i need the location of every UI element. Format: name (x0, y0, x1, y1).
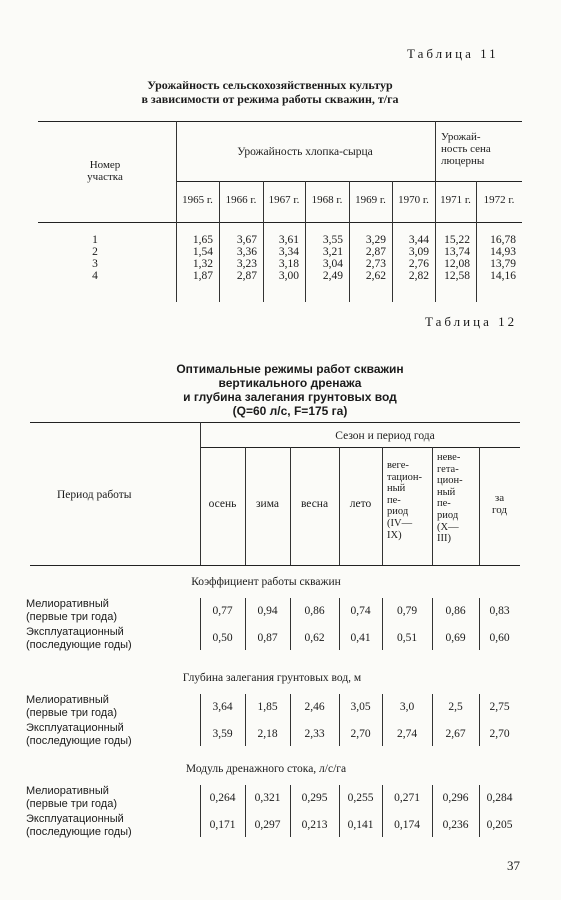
table12-cell: 0,205 (486, 819, 513, 831)
table12-cell: 2,67 (445, 728, 466, 740)
header-line: участка (87, 171, 123, 183)
table12-cell: 0,50 (212, 632, 233, 644)
table11-year-header: 1966 г. (225, 194, 257, 206)
table11-cell: 1,54 (192, 246, 213, 258)
table12-cell: 0,69 (445, 632, 466, 644)
table12-caption-line3: и глубина залегания грунтовых вод (183, 390, 397, 404)
table11-cell: 14,16 (490, 270, 516, 282)
table12-cell: 0,62 (304, 632, 325, 644)
header-line: (IV— (387, 517, 413, 529)
table12-cell: 0,284 (486, 792, 513, 804)
table11-year-header: 1965 г. (182, 194, 213, 206)
table12-cell: 1,85 (257, 701, 278, 713)
row-label-line: Эксплуатационный (26, 722, 124, 734)
table12-row-label (26, 785, 117, 810)
header-line: ный (437, 486, 456, 498)
table11-caption-line1: Урожайность сельскохозяйственных культур (147, 78, 393, 92)
table12-cell: 0,141 (347, 819, 374, 831)
table12-cell: 0,255 (347, 792, 374, 804)
table12-cell: 2,5 (448, 701, 463, 713)
table12-cell: 3,05 (350, 701, 371, 713)
table12-section-title: Глубина залегания грунтовых вод, м (182, 672, 362, 684)
table11-cell: 2,49 (322, 270, 343, 282)
table11-year-header: 1971 г. (440, 194, 471, 206)
table12-season-header: осень (208, 498, 237, 510)
table11-cell: 14,93 (490, 246, 516, 258)
header-line: риод (387, 506, 409, 518)
row-label-line: Эксплуатационный (26, 813, 124, 825)
table12-group-season: Сезон и период года (335, 430, 435, 442)
header-line: цион- (437, 475, 463, 487)
table11-cell: 13,79 (490, 258, 516, 270)
row-label-line: (последующие годы) (26, 638, 132, 651)
table11-year-header: 1967 г. (268, 194, 300, 206)
header-line: веге- (387, 460, 409, 471)
header-line: гета- (437, 463, 459, 475)
table12-cell: 0,51 (396, 632, 418, 644)
table12-cell: 0,295 (301, 792, 328, 804)
table12-cell: 0,60 (489, 632, 510, 644)
table12-year-header (479, 492, 520, 516)
table11-group-hay (441, 131, 491, 167)
table11-row-number: 4 (92, 270, 98, 282)
row-label-line: Мелиоративный (26, 598, 109, 610)
table12-vegetation-header (387, 460, 422, 541)
row-label-line: (первые три года) (26, 706, 117, 719)
table12-header-rule (30, 565, 520, 566)
header-line: Урожай- (441, 131, 481, 143)
table11-col-number-header (60, 159, 150, 183)
table11-cell: 3,21 (322, 246, 343, 258)
table12-cell: 2,70 (350, 728, 371, 740)
table12-season-header: весна (300, 498, 329, 510)
table11-cell: 1,87 (192, 270, 213, 282)
table11-cell: 2,87 (365, 246, 386, 258)
header-line: риод (437, 509, 459, 521)
table11-cell: 3,55 (322, 234, 343, 246)
row-label-line: (последующие годы) (26, 734, 132, 747)
table11-year-header: 1969 г. (355, 194, 386, 206)
header-line: неве- (437, 452, 461, 463)
table11-cell: 2,87 (236, 270, 257, 282)
table11-row-number: 1 (92, 234, 98, 246)
table11-cell: 13,74 (444, 246, 470, 258)
table11-cell: 3,29 (365, 234, 386, 246)
table11-cell: 2,73 (365, 258, 386, 270)
table12-cell: 0,83 (489, 605, 510, 617)
table12-cell: 0,264 (209, 792, 236, 804)
table12-label: Таблица 12 (425, 314, 518, 329)
table12-row-label (26, 626, 132, 651)
header-line: III) (437, 533, 451, 545)
table12-cell: 2,33 (304, 728, 325, 740)
table12-vline (200, 422, 201, 565)
table12-cell: 0,213 (301, 819, 328, 831)
table11-cell: 2,76 (408, 258, 429, 270)
table11-row-number: 2 (92, 246, 98, 258)
table12-row-label (26, 722, 132, 747)
table12-season-header: зима (256, 498, 279, 510)
table12-cell: 0,94 (257, 605, 278, 617)
table12-cell: 3,59 (212, 728, 233, 740)
table11-year-header: 1972 г. (483, 194, 515, 206)
table12-col-period-header: Период работы (57, 489, 132, 501)
table12-cell: 0,171 (209, 819, 236, 831)
table11-year-header: 1968 г. (311, 194, 343, 206)
table11-caption (100, 78, 440, 106)
row-label-line: (первые три года) (26, 610, 117, 623)
page-number: 37 (507, 858, 520, 873)
table11-cell: 15,22 (444, 234, 470, 246)
table12-row-label (26, 694, 117, 719)
header-line: год (491, 504, 508, 516)
table11-cell: 3,61 (278, 234, 299, 246)
header-line: Номер (89, 159, 121, 171)
table12-vline (432, 447, 433, 565)
table12-row-label (26, 813, 132, 838)
table12-nonvegetation-header (437, 452, 463, 545)
table12-cell: 0,297 (254, 819, 281, 831)
table11-cell: 3,04 (322, 258, 343, 270)
row-label-line: Мелиоративный (26, 694, 109, 706)
table12-cell: 2,70 (489, 728, 510, 740)
table12-cell: 2,46 (304, 701, 325, 713)
table11-cell: 3,44 (408, 234, 429, 246)
table11-header-rule (38, 222, 522, 223)
table12-section-title: Модуль дренажного стока, л/с/га (185, 763, 347, 775)
table11-cell: 16,78 (490, 234, 516, 246)
table12-caption (130, 362, 450, 418)
header-line: пе- (437, 498, 451, 510)
table11-cell: 12,08 (444, 258, 470, 270)
table12-row-label (26, 598, 117, 623)
table11-cell: 2,62 (365, 270, 386, 282)
table12-cell: 3,0 (399, 701, 415, 713)
table12-cell: 2,74 (396, 728, 418, 740)
table12-cell: 0,79 (396, 605, 418, 617)
table11-cell: 3,18 (278, 258, 299, 270)
table11-cell: 3,23 (236, 258, 257, 270)
table11-group-cotton: Урожайность хлопка-сырца (237, 146, 373, 158)
table12-group-rule (200, 447, 520, 448)
row-label-line: (первые три года) (26, 797, 117, 810)
table11-year-header: 1970 г. (398, 194, 429, 206)
header-line: тацион- (387, 471, 422, 483)
table12-cell: 0,296 (442, 792, 469, 804)
table12-cell: 0,86 (304, 605, 325, 617)
row-label-line: (последующие годы) (26, 825, 132, 838)
table11-cell: 2,82 (408, 270, 429, 282)
table12-caption-line1: Оптимальные режимы работ скважин (176, 362, 404, 376)
header-line: ность сена (441, 143, 491, 155)
table11-label: Таблица 11 (407, 46, 499, 61)
table12-cell: 0,41 (350, 632, 371, 644)
table11-cell: 3,00 (278, 270, 299, 282)
table12-cell: 0,174 (394, 819, 420, 831)
table12-cell: 0,87 (257, 632, 278, 644)
table12-cell: 0,86 (445, 605, 466, 617)
table11-top-rule (38, 121, 522, 122)
table12-caption-line4: (Q=60 л/с, F=175 га) (232, 404, 348, 418)
row-label-line: Мелиоративный (26, 785, 109, 797)
table12-cell: 2,75 (489, 701, 510, 713)
table12-season-header: лето (349, 498, 372, 510)
table11-cell: 1,32 (192, 258, 213, 270)
table12-caption-line2: вертикального дренажа (218, 376, 362, 390)
table11-caption-line2: в зависимости от режима работы скважин, т/га (141, 92, 399, 106)
header-line: люцерны (441, 155, 485, 167)
header-line: (X— (437, 521, 459, 533)
table12-top-rule (30, 422, 520, 423)
table12-cell: 0,74 (350, 605, 371, 617)
table11-cell: 3,34 (278, 246, 299, 258)
table11-cell: 3,36 (236, 246, 257, 258)
table12-cell: 0,321 (254, 792, 281, 804)
table11-cell: 3,67 (236, 234, 257, 246)
table11-row-number: 3 (92, 258, 98, 270)
table11-cell: 3,09 (408, 246, 429, 258)
header-line: ный (387, 483, 406, 495)
table12-cell: 3,64 (212, 701, 233, 713)
row-label-line: Эксплуатационный (26, 626, 124, 638)
table11-cell: 1,65 (192, 234, 213, 246)
table12-cell: 0,236 (442, 819, 469, 831)
table12-cell: 0,77 (212, 605, 233, 617)
table11-cell: 12,58 (444, 270, 470, 282)
header-line: за (494, 492, 505, 504)
table12-cell: 2,18 (257, 728, 278, 740)
table12-cell: 0,271 (394, 792, 420, 804)
table12-section-title: Коэффициент работы скважин (191, 576, 341, 588)
header-line: пе- (387, 494, 401, 506)
header-line: IX) (387, 529, 402, 541)
table12-vline (382, 447, 383, 565)
